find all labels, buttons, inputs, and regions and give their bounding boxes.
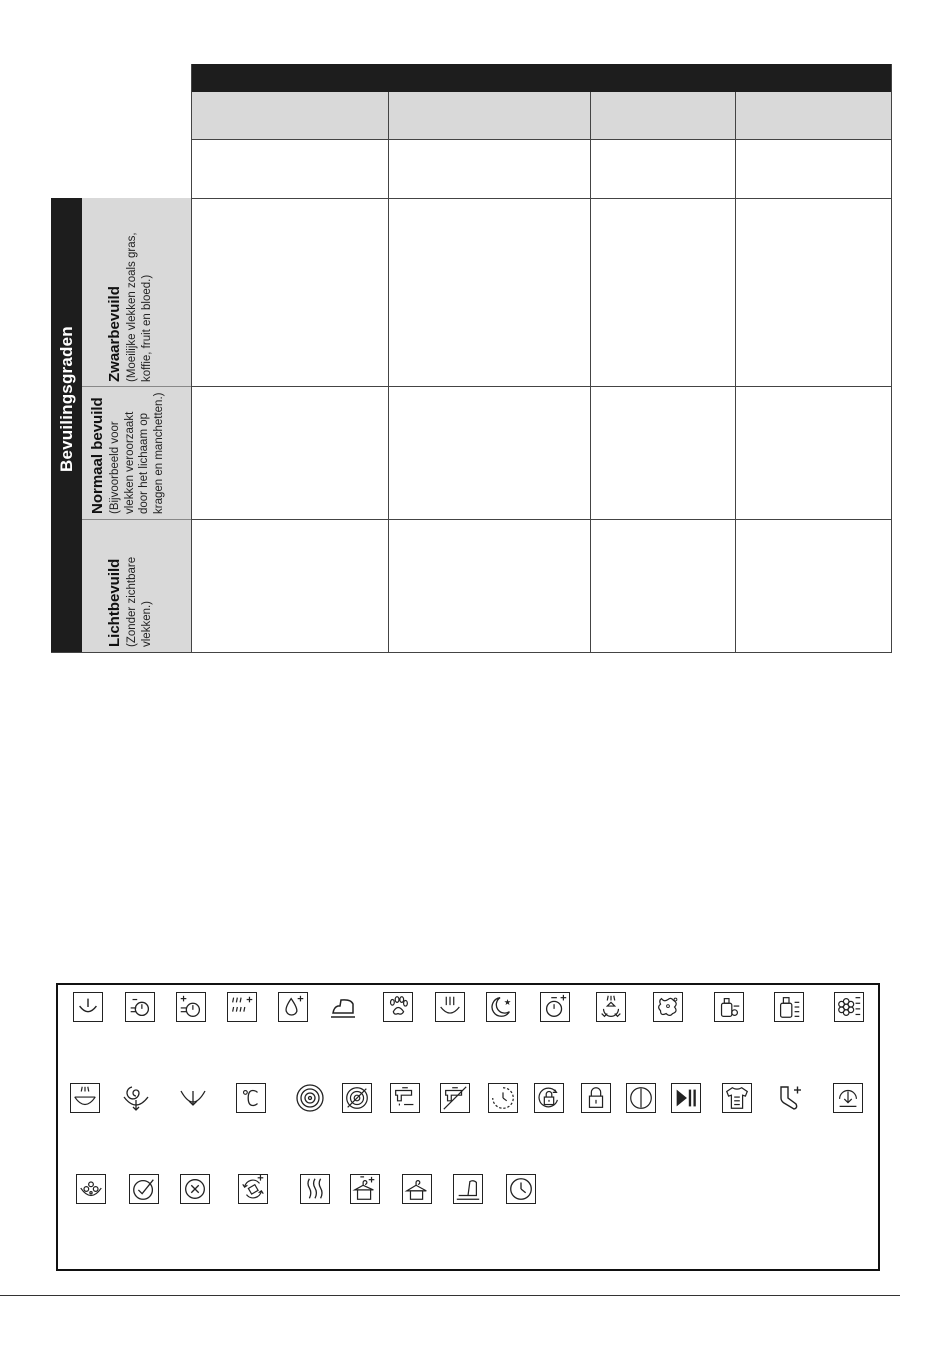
prewash-steam-icon <box>70 1083 100 1113</box>
dry-heat-icon <box>300 1174 330 1204</box>
start-pause-icon <box>671 1083 701 1113</box>
prewash-icon <box>73 992 103 1022</box>
cancel-icon <box>180 1174 210 1204</box>
sock-plus-icon <box>776 1083 806 1113</box>
category-heavy-title: Zwaarbevuild <box>106 286 123 382</box>
water-plus-icon <box>278 992 308 1022</box>
shirt-load-icon <box>722 1083 752 1113</box>
baby-care-icon <box>76 1174 106 1204</box>
extra-rinse-icon <box>227 992 257 1022</box>
softener-level-icon <box>834 992 864 1022</box>
stain-icon <box>653 992 683 1022</box>
iron-dry-icon <box>453 1174 483 1204</box>
time-delay-minus-icon <box>125 992 155 1022</box>
icon-panel <box>56 983 880 1271</box>
table-rule <box>191 519 892 520</box>
easy-iron-icon <box>328 992 358 1022</box>
table-rule <box>735 92 736 652</box>
table-rule <box>388 92 389 652</box>
table-rule <box>51 652 892 653</box>
category-heavy-description: (Moeilijke vlekken zoals gras, koffie, fruit en bloed.) <box>126 232 153 382</box>
night-mode-icon <box>486 992 516 1022</box>
liquid-detergent-dose-icon <box>714 992 744 1022</box>
tap-icon <box>390 1083 420 1113</box>
detergent-level-icon <box>774 992 804 1022</box>
table-subheader-row <box>191 92 892 139</box>
table-rule <box>82 519 192 520</box>
svg-text:★: ★ <box>503 997 512 1008</box>
refresh-plus-icon <box>238 1174 268 1204</box>
steam-icon <box>435 992 465 1022</box>
clock-icon <box>506 1174 536 1204</box>
time-delay-plus-icon <box>176 992 206 1022</box>
no-water-icon <box>440 1083 470 1113</box>
hang-dry-plus-icon <box>350 1174 380 1204</box>
remaining-time-icon <box>488 1083 518 1113</box>
pet-hair-icon <box>383 992 413 1022</box>
category-normal <box>89 393 166 514</box>
table-rule <box>191 198 892 199</box>
download-icon <box>833 1083 863 1113</box>
category-normal-title: Normaal bevuild <box>89 397 106 514</box>
table-rule <box>191 139 892 140</box>
table-rule <box>590 92 591 652</box>
spin-icon <box>295 1083 325 1113</box>
quick-wash-plus-icon <box>540 992 570 1022</box>
category-light <box>106 557 154 647</box>
drain-icon <box>178 1083 208 1113</box>
page-footer-rule <box>0 1295 900 1296</box>
hygiene-icon <box>596 992 626 1022</box>
category-light-description: (Zonder zichtbare vlekken.) <box>126 556 153 647</box>
power-icon <box>626 1083 656 1113</box>
child-lock-cycle-icon <box>534 1083 564 1113</box>
hang-dry-icon <box>402 1174 432 1204</box>
cycle-complete-icon <box>129 1174 159 1204</box>
table-rule <box>191 386 892 387</box>
temperature-celsius-icon <box>236 1083 266 1113</box>
table-rule <box>191 64 192 652</box>
soiling-table-title: Bevuilingsgraden <box>57 326 76 472</box>
table-header-bar <box>191 64 892 92</box>
category-normal-description: (Bijvoorbeeld voor vlekken veroorzaakt door het lichaam op kragen en manchetten.) <box>109 392 165 514</box>
door-lock-icon <box>581 1083 611 1113</box>
spin-drain-icon <box>121 1083 151 1113</box>
no-spin-icon <box>342 1083 372 1113</box>
category-heavy <box>106 232 154 382</box>
table-rule <box>82 386 192 387</box>
category-light-title: Lichtbevuild <box>106 558 123 647</box>
table-rule <box>891 64 892 652</box>
